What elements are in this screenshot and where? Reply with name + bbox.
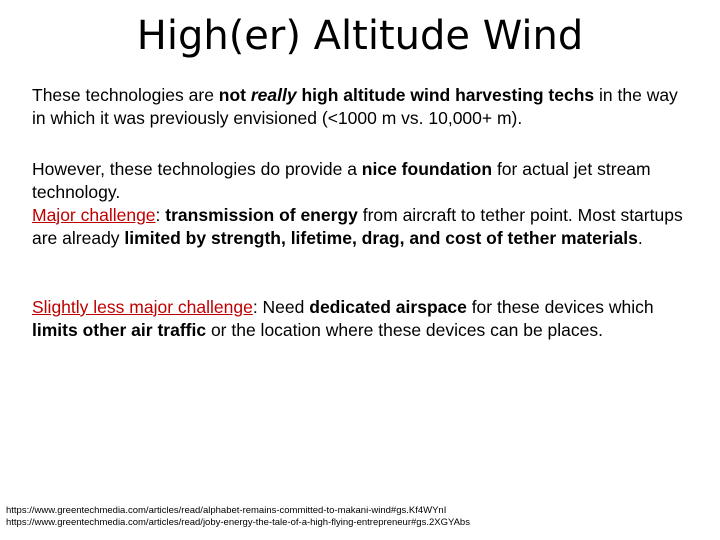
references	[6, 505, 716, 529]
text: However, these technologies do provide a	[32, 159, 362, 179]
text: .	[637, 228, 643, 248]
text: : Need	[252, 297, 310, 317]
reference-url: https://www.greentechmedia.com/articles/read/alphabet-remains-committed-to-makani-wind#gs.Kf4WYnI	[6, 505, 447, 516]
text: for these devices which	[466, 297, 654, 317]
less-major-challenge-label: Slightly less major challenge	[32, 297, 253, 317]
paragraph-airspace	[32, 296, 692, 342]
italic-text: really	[250, 85, 297, 105]
paragraph-foundation	[32, 158, 692, 250]
bold-text: limited by strength, lifetime, drag, and cost of tether materials	[124, 228, 638, 248]
text: or the location where these devices can be places.	[206, 320, 603, 340]
bold-text: dedicated airspace	[309, 297, 467, 317]
slide-title: High(er) Altitude Wind	[136, 13, 584, 59]
text: from aircraft to tether point. Most startups are already	[32, 205, 683, 248]
bold-text: nice foundation	[361, 159, 493, 179]
text: :	[155, 205, 166, 225]
text: in the way in which it was previously envisioned (<1000 m vs. 10,000+ m).	[32, 85, 678, 128]
major-challenge-label: Major challenge	[32, 205, 156, 225]
paragraph-altitude	[32, 84, 692, 130]
bold-text: high altitude wind harvesting techs	[296, 85, 595, 105]
bold-text: transmission of energy	[165, 205, 358, 225]
bold-text: not	[218, 85, 251, 105]
reference-url: https://www.greentechmedia.com/articles/read/joby-energy-the-tale-of-a-high-flying-entrepreneur#gs.2XGYAbs	[6, 517, 470, 528]
text: These technologies are	[32, 85, 219, 105]
bold-text: limits other air traffic	[32, 320, 207, 340]
text: for actual jet stream technology.	[32, 159, 651, 202]
